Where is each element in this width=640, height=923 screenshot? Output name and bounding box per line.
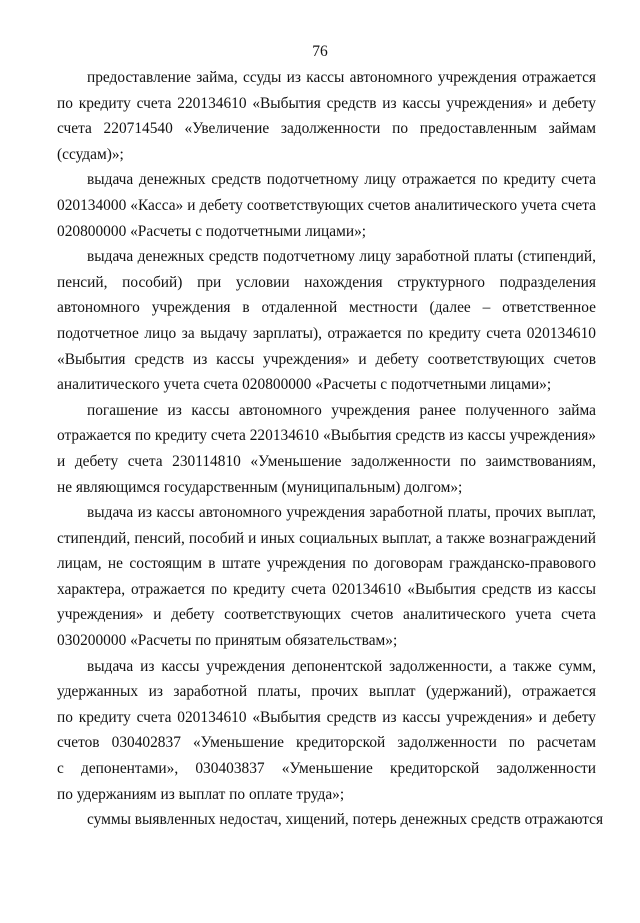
text-line: аналитического учета счета 020800000 «Расчеты с подотчетными лицами»;	[57, 376, 552, 394]
document-body	[57, 65, 604, 833]
paragraph	[57, 65, 596, 167]
text-line: отражается по кредиту счета 220134610 «Выбытия средств из кассы учреждения»	[57, 427, 596, 445]
text-line: и дебету счета 230114810 «Уменьшение задолженности по заимствованиям,	[57, 452, 596, 470]
text-line: выдача из кассы учреждения депонентской задолженности, а также сумм,	[87, 657, 596, 675]
text-line: выдача денежных средств подотчетному лицу заработной платы (стипендий,	[87, 248, 596, 266]
paragraph	[87, 807, 604, 833]
text-line: по кредиту счета 020134610 «Выбытия средств из кассы учреждения» и дебету	[57, 708, 596, 726]
text-line: «Выбытия средств из кассы учреждения» и дебету соответствующих счетов	[57, 350, 596, 368]
text-line: выдача денежных средств подотчетному лицу отражается по кредиту счета	[87, 171, 596, 189]
text-line: 030200000 «Расчеты по принятым обязательствам»;	[57, 632, 398, 650]
text-line: 020800000 «Расчеты с подотчетными лицами»;	[57, 222, 367, 240]
paragraph	[57, 244, 596, 398]
text-line: по кредиту счета 220134610 «Выбытия средств из кассы учреждения» и дебету	[57, 94, 596, 112]
page-number: 76	[312, 43, 328, 60]
text-line: счетов 030402837 «Уменьшение кредиторской задолженности по расчетам	[57, 734, 596, 752]
text-line: не являющимся государственным (муниципальным) долгом»;	[57, 478, 463, 496]
text-line: суммы выявленных недостач, хищений, потерь денежных средств отражаются	[87, 811, 604, 829]
paragraph	[57, 167, 596, 244]
text-line: 020134000 «Касса» и дебету соответствующих счетов аналитического учета счета	[57, 196, 596, 214]
text-line: характера, отражается по кредиту счета 020134610 «Выбытия средств из кассы	[57, 580, 596, 598]
text-line: удержанных из заработной платы, прочих выплат (удержаний), отражается	[57, 683, 596, 701]
text-line: с депонентами», 030403837 «Уменьшение кредиторской задолженности	[57, 760, 596, 778]
text-line: стипендий, пенсий, пособий и иных социальных выплат, а также вознаграждений	[57, 529, 596, 547]
text-line: счета 220714540 «Увеличение задолженности по предоставленным займам	[57, 120, 596, 138]
text-line: лицам, не состоящим в штате учреждения по договорам гражданско-правового	[57, 555, 596, 573]
text-line: погашение из кассы автономного учреждения ранее полученного займа	[87, 401, 596, 419]
paragraph	[57, 398, 596, 500]
text-line: (ссудам)»;	[57, 145, 124, 163]
text-line: подотчетное лицо за выдачу зарплаты), отражается по кредиту счета 020134610	[57, 324, 596, 342]
text-line: пенсий, пособий) при условии нахождения структурного подразделения	[57, 273, 596, 291]
text-line: выдача из кассы автономного учреждения заработной платы, прочих выплат,	[87, 504, 596, 522]
text-line: предоставление займа, ссуды из кассы автономного учреждения отражается	[87, 69, 596, 86]
paragraph	[57, 654, 596, 808]
text-line: автономного учреждения в отдаленной местности (далее – ответственное	[57, 299, 596, 317]
text-line: по удержаниям из выплат по оплате труда»;	[57, 785, 345, 803]
paragraph	[57, 500, 596, 654]
text-line: учреждения» и дебету соответствующих счетов аналитического учета счета	[57, 606, 596, 624]
